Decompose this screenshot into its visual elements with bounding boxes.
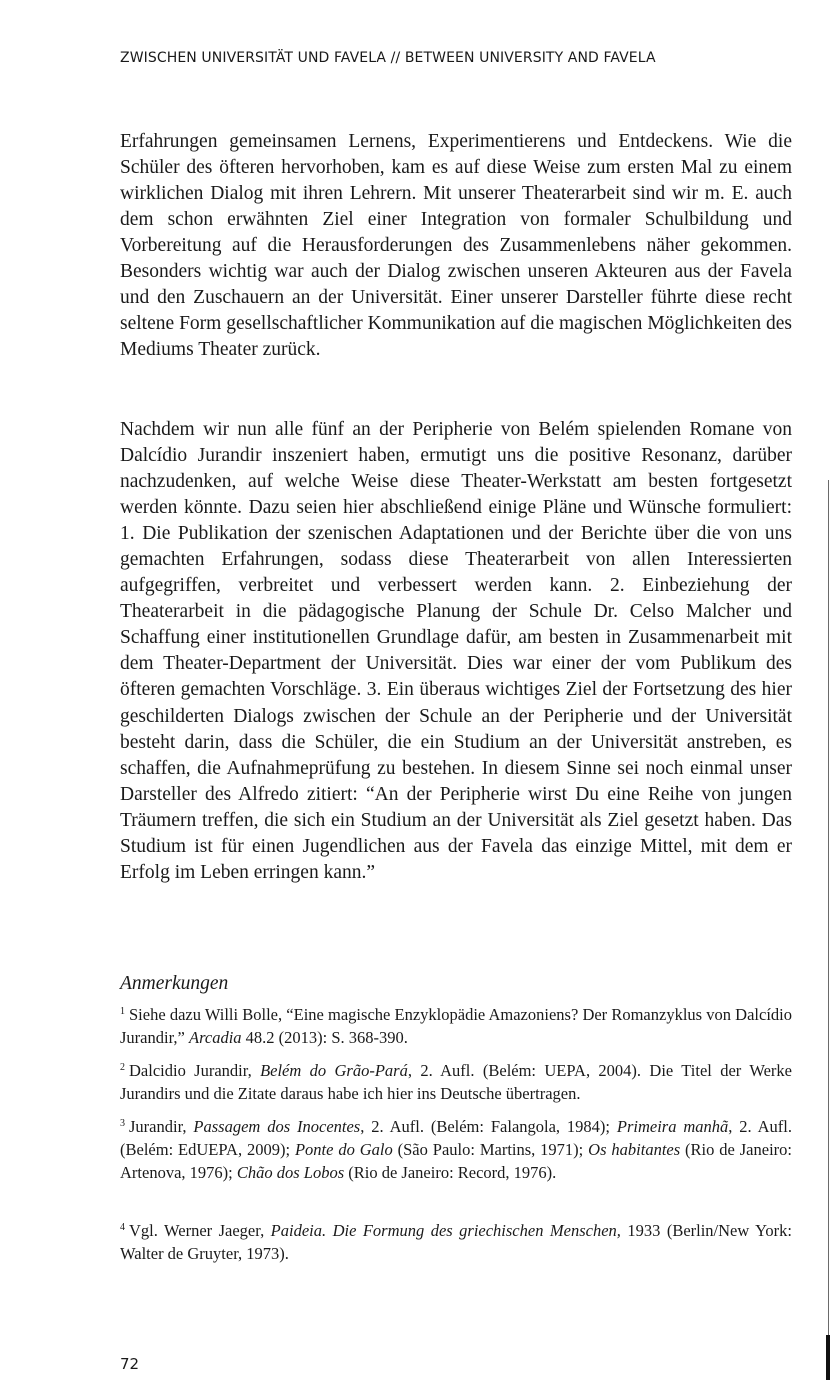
- footnote-title: Ponte do Galo: [294, 1140, 393, 1159]
- page-number: 72: [120, 1355, 140, 1373]
- body-paragraph-2: Nachdem wir nun alle fünf an der Peripherie von Belém spielenden Romane von Dalcídio Jurandir inszeniert haben, ermutigt uns die positive Resonanz, darüber nachzudenken, auf welche Weise diese Theater-Werkstatt am besten fortgesetzt werden könnte. Dazu seien hier abschließend einige Pläne und Wünsche formuliert: 1. Die Publikation der szenischen Adaptationen und der Berichte über die von uns gemachten Erfahrungen, sodass diese Theaterarbeit von allen Interessierten aufgegriffen, verbreitet und verbessert werden kann. 2. Einbeziehung der Theaterarbeit in die pädagogische Planung der Schule Dr. Celso Malcher und Schaffung einer institutionellen Grundlage dafür, am besten in Zusammenarbeit mit dem Theater-Department der Universität. Dies war einer der vom Publikum des öfteren gemachten Vorschläge. 3. Ein überaus wichtiges Ziel der Fortsetzung des hier geschilderten Dialogs zwischen der Schule an der Peripherie und der Universität besteht darin, dass die Schüler, die ein Studium an der Universität anstreben, es schaffen, die Aufnahmeprüfung zu bestehen. In diesem Sinne sei noch einmal unser Darsteller des Alfredo zitiert: “An der Peripherie wirst Du eine Reihe von jungen Träumern treffen, die sich ein Studium an der Universität als Ziel gesetzt haben. Das Studium ist für einen Jugendlichen aus der Favela das einzige Mittel, mit dem er Erfolg im Leben erringen kann.”: [120, 418, 792, 884]
- footnote-title: Passagem dos Inocentes: [193, 1117, 361, 1136]
- footnote-text: (Rio de Janeiro: Artenova, 1976);: [120, 1140, 792, 1182]
- running-header: ZWISCHEN UNIVERSITÄT UND FAVELA // BETWEEN UNIVERSITY AND FAVELA: [120, 50, 656, 66]
- footnote-1: [120, 1000, 792, 1049]
- footnote-text: , 2. Aufl. (Belém: Falangola, 1984);: [360, 1117, 617, 1136]
- footnote-3: [120, 1112, 792, 1184]
- page-edge-mark: [826, 1335, 830, 1380]
- footnote-title: Arcadia: [188, 1028, 242, 1047]
- footnote-text: Jurandir,: [129, 1117, 194, 1136]
- footnote-title: Primeira manhã: [616, 1117, 729, 1136]
- footnote-title: Os habitantes: [588, 1140, 681, 1159]
- footnote-text: , 2. Aufl. (Belém: UEPA, 2004). Die Titel der Werke Jurandirs und die Zitate daraus habe ich hier ins Deutsche übertragen.: [120, 1061, 792, 1103]
- footnote-text: , 2. Aufl. (Belém: EdUEPA, 2009);: [120, 1117, 792, 1159]
- footnote-number: 2: [120, 1062, 125, 1073]
- footnote-text: Vgl. Werner Jaeger,: [129, 1221, 271, 1240]
- footnote-number: 1: [120, 1006, 125, 1017]
- footnote-number: 4: [120, 1222, 125, 1233]
- footnote-text: Dalcidio Jurandir,: [129, 1061, 261, 1080]
- footnote-text: 1933 (Berlin/New York: Walter de Gruyter, 1973).: [120, 1221, 792, 1263]
- footnote-title: Belém do Grão-Pará: [260, 1061, 408, 1080]
- footnote-text: (São Paulo: Martins, 1971);: [392, 1140, 589, 1159]
- notes-heading: Anmerkungen: [120, 973, 229, 994]
- footnote-4: [120, 1216, 792, 1265]
- footnote-text: (Rio de Janeiro: Record, 1976).: [344, 1163, 557, 1182]
- footnote-text: 48.2 (2013): S. 368-390.: [241, 1028, 408, 1047]
- footnote-text: Siehe dazu Willi Bolle, “Eine magische Enzyklopädie Amazoniens? Der Romanzyklus von Dalcídio Jurandir,”: [120, 1005, 792, 1047]
- page-edge-shadow: [828, 480, 829, 1380]
- footnote-title: Paideia. Die Formung des griechischen Menschen,: [270, 1221, 621, 1240]
- body-paragraph-1: Erfahrungen gemeinsamen Lernens, Experimentierens und Entdeckens. Wie die Schüler des öfteren hervorhoben, kam es auf diese Weise zum ersten Mal zu einem wirklichen Dialog mit ihren Lehrern. Mit unserer Theaterarbeit sind wir m. E. auch dem schon erwähnten Ziel einer Integration von formaler Schulbildung und Vorbereitung auf die Herausforderungen des Zusammenlebens näher gekommen. Besonders wichtig war auch der Dialog zwischen unseren Akteuren aus der Favela und den Zuschauern an der Universität. Einer unserer Darsteller führte diese recht seltene Form gesellschaftlicher Kommunikation auf die magischen Möglichkeiten des Mediums Theater zurück.: [120, 130, 792, 361]
- footnote-number: 3: [120, 1118, 125, 1129]
- footnote-title: Chão dos Lobos: [236, 1163, 345, 1182]
- footnote-2: [120, 1056, 792, 1105]
